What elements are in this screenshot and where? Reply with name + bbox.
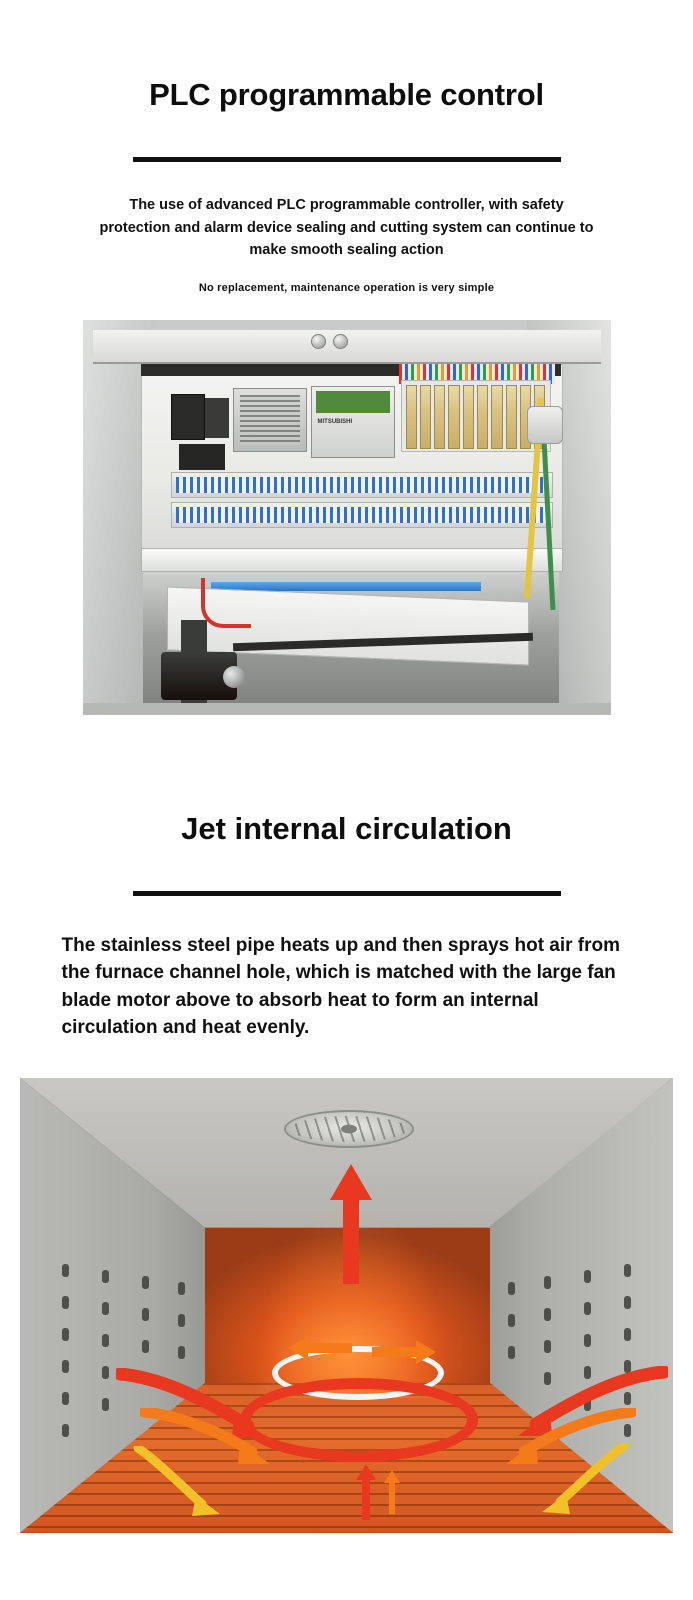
perforation-hole [142, 1308, 149, 1321]
perforation-hole [508, 1282, 515, 1295]
perforation-hole [142, 1340, 149, 1353]
jet-internal-circulation-photo [20, 1078, 673, 1533]
perforation-hole [584, 1270, 591, 1283]
perforation-hole [142, 1276, 149, 1289]
perforation-hole [508, 1314, 515, 1327]
plc-module [311, 386, 395, 458]
perforation-hole [62, 1424, 69, 1437]
contactor-module [179, 444, 225, 470]
perforation-hole [544, 1308, 551, 1321]
perforation-hole [624, 1264, 631, 1277]
section-jet [0, 715, 693, 1533]
fan-hub [341, 1124, 357, 1133]
airflow-arrow-orange-left-icon [288, 1336, 352, 1360]
red-cable [201, 578, 251, 628]
cabinet-screw-icon [333, 334, 348, 349]
motor-end-cap [223, 666, 245, 688]
perforation-hole [102, 1270, 109, 1283]
plc-body-text: The use of advanced PLC programmable controller, with safety protection and alarm device sealing and cutting system can continue to make smooth sealing action [99, 197, 594, 259]
page-title-plc: PLC programmable control [149, 77, 544, 112]
jet-body-text: The stainless steel pipe heats up and then sprays hot air from the furnace channel hole, which is matched with the large fan blade motor above to absorb heat to form an internal circulation and heat evenly. [61, 934, 621, 1039]
perforation-hole [62, 1392, 69, 1405]
cabinet-shelf [141, 548, 563, 572]
drive-motor [161, 652, 237, 700]
perforation-hole [62, 1296, 69, 1309]
perforation-hole [544, 1340, 551, 1353]
perforation-hole [102, 1398, 109, 1411]
airflow-ring-red-icon [240, 1378, 478, 1462]
terminal-pins [176, 507, 548, 523]
airflow-arrow-yellow-left-icon [132, 1446, 222, 1516]
relay-unit [448, 385, 459, 449]
contactor-module [205, 398, 229, 438]
relay-unit [506, 385, 517, 449]
cabinet-top-bar [93, 330, 601, 364]
airflow-arrow-rising-icon [356, 1464, 376, 1520]
side-component [527, 406, 563, 444]
divider-plc [133, 157, 561, 162]
perforation-hole [62, 1360, 69, 1373]
page-title-jet: Jet internal circulation [181, 810, 512, 846]
perforation-hole [102, 1302, 109, 1315]
section-plc [0, 0, 693, 715]
perforation-hole [102, 1366, 109, 1379]
fan-blade-motor [284, 1110, 414, 1148]
cabinet-screw-icon [311, 334, 326, 349]
perforation-hole [62, 1328, 69, 1341]
terminal-block-row [171, 472, 553, 498]
relay-unit [463, 385, 474, 449]
perforation-hole [624, 1296, 631, 1309]
airflow-arrow-rising-icon [384, 1470, 400, 1514]
perforation-hole [544, 1276, 551, 1289]
perforation-hole [624, 1328, 631, 1341]
perforation-hole [178, 1282, 185, 1295]
perforation-hole [178, 1346, 185, 1359]
perforation-hole [102, 1334, 109, 1347]
plc-subnote-text: No replacement, maintenance operation is very simple [198, 281, 495, 294]
plc-control-cabinet-photo [83, 320, 611, 715]
floor-strip [83, 703, 611, 715]
airflow-arrow-yellow-right-icon [540, 1444, 630, 1514]
perforation-hole [584, 1334, 591, 1347]
perforation-hole [584, 1302, 591, 1315]
perforation-hole [62, 1264, 69, 1277]
terminal-block-row [171, 502, 553, 528]
power-supply-unit [233, 388, 307, 452]
plc-brand-label: MITSUBISHI [317, 418, 353, 425]
relay-unit [477, 385, 488, 449]
relay-unit [406, 385, 417, 449]
plc-terminal-strip [316, 391, 390, 413]
divider-jet [133, 891, 561, 896]
terminal-pins [176, 477, 548, 493]
airflow-arrow-up-icon [330, 1164, 372, 1284]
perforation-hole [508, 1346, 515, 1359]
relay-unit [491, 385, 502, 449]
relay-unit [420, 385, 431, 449]
airflow-arrow-orange-right-icon [372, 1340, 436, 1364]
contactor-module [171, 394, 205, 440]
relay-unit [434, 385, 445, 449]
perforation-hole [178, 1314, 185, 1327]
vent-grille-icon [240, 395, 300, 445]
